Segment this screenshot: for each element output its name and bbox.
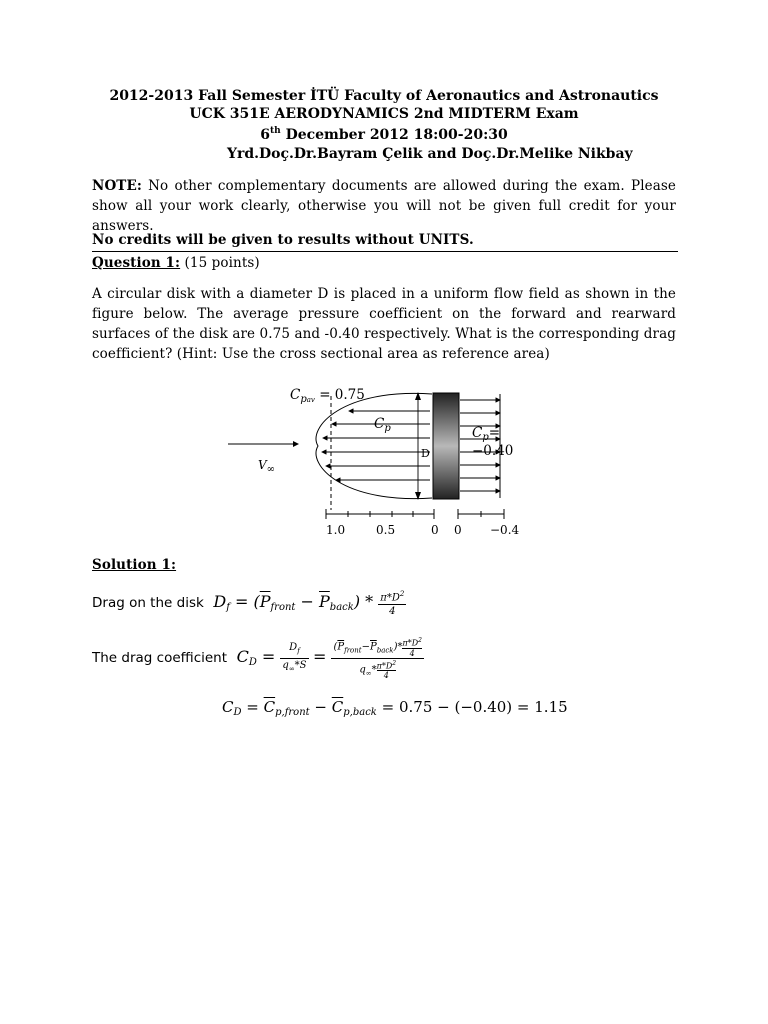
drag-equation: Drag on the disk $D_f = (\overline{P}_{front} - \overline{P}_{back})$ * $\frac{\pi*D^2}{4}$ — [92, 590, 405, 618]
header-line-2: UCK 351E AERODYNAMICS 2nd MIDTERM Exam — [189, 106, 579, 122]
note-text: No other complementary documents are allowed during the exam. Please show all your work clearly, otherwise you will not be given full credit for your answers. — [92, 178, 676, 234]
drag-coefficient-label: The drag coefficient — [92, 650, 228, 667]
divider — [92, 251, 678, 252]
freestream-label — [258, 458, 275, 475]
axis-label-0-right: 0 — [454, 523, 462, 537]
axis-label-0-5: 0.5 — [376, 523, 396, 537]
question-1-heading — [92, 253, 676, 273]
freestream-v: V — [258, 458, 267, 472]
pressure-envelope — [316, 393, 432, 498]
axis-label-0-left: 0 — [431, 523, 439, 537]
final-result-equation: $C_D = \overline{C}_{p,front} - \overline{C}_{p,back} = 0.75 - (-0.40) = 1.15$ — [222, 698, 568, 718]
final-result-value: = 0.75 − (−0.40) = 1.15 — [381, 698, 568, 716]
freestream-v-sub: ∞ — [266, 464, 276, 475]
solution-1-heading — [92, 555, 676, 575]
note-label: NOTE: — [92, 178, 142, 194]
question-1-points: (15 points) — [180, 255, 260, 271]
axis-label-neg-0-4: −0.4 — [490, 523, 520, 537]
drag-coefficient-equation: The drag coefficient $C_D$ = $\frac{D_f}{q_\infty*S}$ = $(\overline{P}_{front}-\overline{P}_{back})*$ $\frac{\pi*D^2}{4}$ $q_\infty*$ $\frac{\pi*D^2}{4}$ — [92, 637, 422, 681]
disk — [433, 393, 459, 499]
header-line-1: 2012-2013 Fall Semester İTÜ Faculty of Aeronautics and Astronautics — [109, 88, 659, 104]
cp-av-label: $C_{pav} = 0.75$ — [290, 387, 365, 405]
disk-flow-figure — [222, 378, 544, 546]
cp-axis — [326, 509, 504, 519]
cp-front-label: $C_p$ — [374, 416, 391, 434]
exam-day-suffix: th — [270, 126, 281, 136]
exam-date-time: December 2012 18:00-20:30 — [280, 127, 508, 143]
units-warning: No credits will be given to results without UNITS. — [92, 232, 474, 248]
exam-day: 6 — [260, 127, 270, 143]
cp-back-label: $C_p= -0.40$ — [472, 425, 514, 459]
authors: Yrd.Doç.Dr.Bayram Çelik and Doç.Dr.Melike Nikbay — [227, 146, 633, 162]
question-1-title: Question 1: — [92, 255, 181, 271]
cp-av-value: = 0.75 — [319, 387, 365, 403]
cp-back-value: = −0.40 — [472, 425, 514, 459]
question-1-text: A circular disk with a diameter D is placed in a uniform flow field as shown in the figure below. The average pressure coefficient on the forward and rearward surfaces of the disk are 0.75 and -0.40 respectively. What is the corresponding drag coefficient? (Hint: Use the cross sectional area as reference area) — [92, 286, 676, 362]
solution-1-title: Solution 1: — [92, 557, 177, 573]
note-paragraph — [92, 176, 676, 236]
drag-equation-label: Drag on the disk — [92, 595, 204, 612]
header-line-3 — [0, 122, 768, 144]
diameter-label: D — [421, 447, 430, 460]
axis-label-1-0: 1.0 — [326, 523, 346, 537]
